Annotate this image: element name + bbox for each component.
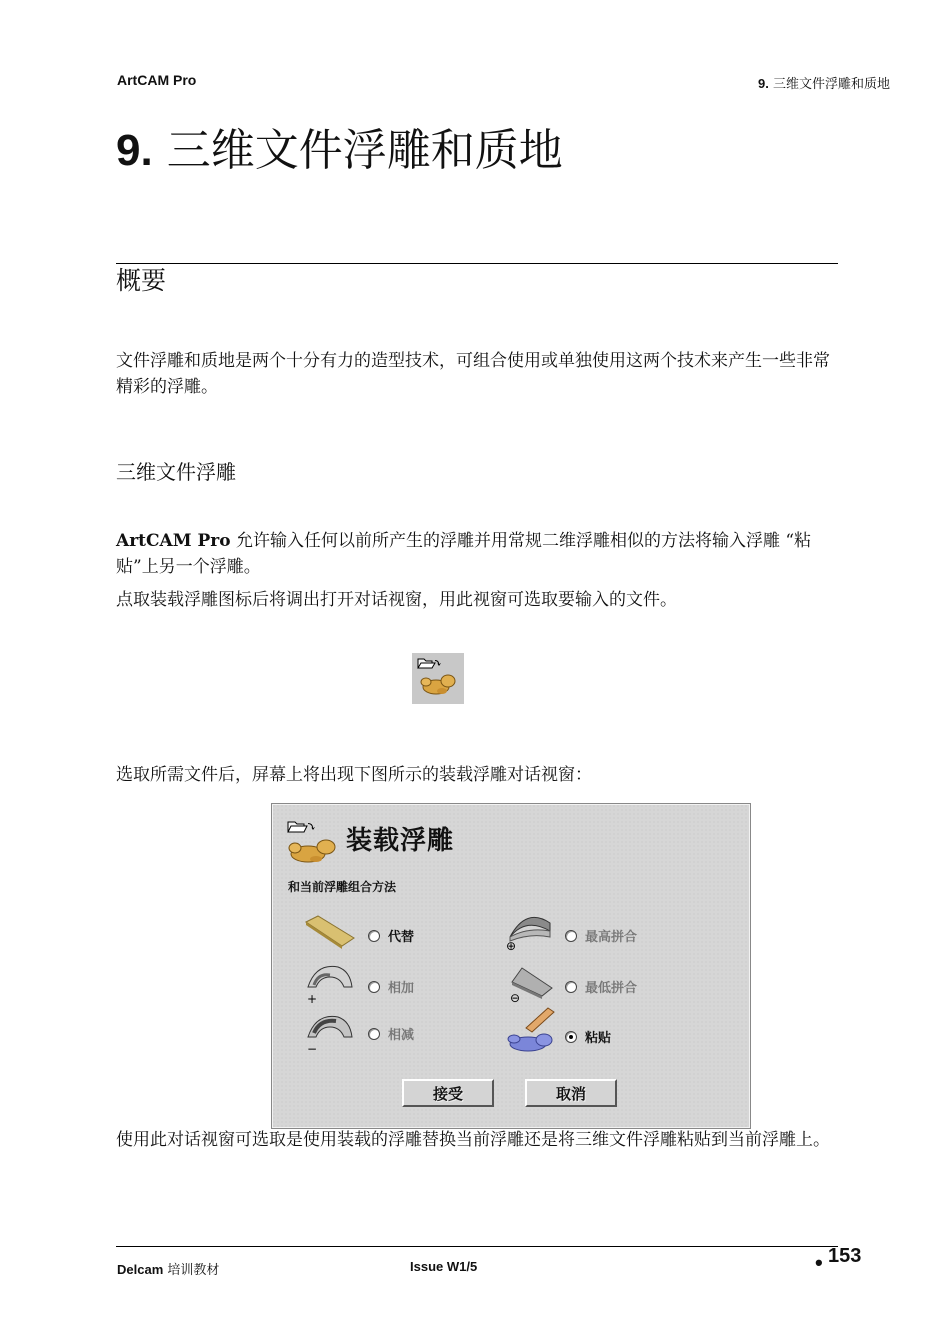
p2-load-relief: 装载浮雕 <box>150 590 218 609</box>
merge-lowest-symbol: ⊖ <box>510 991 521 1004</box>
header-chapter-number: 9. <box>758 76 769 91</box>
p2-text-e: 对话视窗，用此视窗可选取要输入的文件。 <box>354 590 677 610</box>
option-merge-highest[interactable] <box>565 926 637 945</box>
section-heading: 概要 <box>116 266 167 295</box>
paragraph-artcam <box>116 528 834 580</box>
merge-lowest-icon <box>508 962 558 1004</box>
section-rule <box>116 263 838 264</box>
footer-bullet: • <box>815 1250 823 1275</box>
paragraph-dialog-intro <box>116 762 834 788</box>
radio-paste[interactable] <box>565 1031 577 1043</box>
subsection-heading: 三维文件浮雕 <box>116 460 236 484</box>
add-symbol: + <box>307 992 318 1005</box>
p2-text-a: 点取 <box>116 590 150 610</box>
option-merge-highest-label: 最高拼合 <box>585 930 638 945</box>
footer-delcam: Delcam <box>117 1262 164 1277</box>
paragraph-dialog-usage: 使用此对话视窗可选取是使用装载的浮雕替换当前浮雕还是将三维文件浮雕粘贴到当前浮雕上。 <box>116 1130 830 1150</box>
option-subtract-label: 相减 <box>388 1028 415 1043</box>
load-relief-icon[interactable] <box>412 653 464 704</box>
p3-load-relief: 装载浮雕 <box>439 765 507 784</box>
p3-text-a: 选取所需文件后，屏幕上将出现下图所示的 <box>116 765 439 785</box>
p2-text-c: 图标后将调出 <box>218 590 320 610</box>
dialog-relief-icon <box>286 818 342 868</box>
option-replace-label: 代替 <box>388 930 415 945</box>
header-chapter <box>758 73 890 92</box>
p2-open: 打开 <box>320 590 354 609</box>
option-merge-lowest[interactable] <box>565 977 637 996</box>
intro-paragraph: 文件浮雕和质地是两个十分有力的造型技术，可组合使用或单独使用这两个技术来产生一些非常精彩的浮雕。 <box>116 351 830 397</box>
merge-highest-symbol: ⊕ <box>506 939 517 951</box>
radio-subtract[interactable] <box>368 1028 380 1040</box>
combine-method-label: 和当前浮雕组合方法 <box>288 880 397 894</box>
accept-button[interactable]: 接受 <box>402 1079 494 1107</box>
radio-replace[interactable] <box>368 930 380 942</box>
header-chapter-title: 三维文件浮雕和质地 <box>768 77 890 92</box>
paragraph-artcam-text: 允许输入任何以前所产生的浮雕并用常规二维浮雕相似的方法将输入浮雕 “粘贴”上另一个浮雕。 <box>116 531 812 577</box>
radio-merge-highest[interactable] <box>565 930 577 942</box>
option-replace[interactable] <box>368 926 414 945</box>
add-icon <box>304 961 356 1005</box>
cancel-button[interactable]: 取消 <box>525 1079 617 1107</box>
page-title <box>116 124 563 178</box>
footer-rule <box>116 1246 838 1247</box>
title-number: 9. <box>116 126 153 175</box>
load-relief-glyph <box>412 653 464 704</box>
option-subtract[interactable] <box>368 1024 414 1043</box>
option-paste-label: 粘贴 <box>585 1031 612 1046</box>
page-number: 153 <box>828 1245 862 1267</box>
footer-training: 培训教材 <box>163 1263 220 1278</box>
p3-text-c: 对话视窗： <box>507 765 592 785</box>
dialog-title: 装载浮雕 <box>346 826 455 856</box>
footer-publisher <box>117 1259 219 1278</box>
subtract-symbol: − <box>307 1042 318 1055</box>
merge-highest-icon <box>506 909 556 951</box>
option-add-label: 相加 <box>388 981 415 996</box>
subtract-icon <box>304 1011 356 1055</box>
artcam-bold: ArtCAM Pro <box>116 531 231 551</box>
title-text: 三维文件浮雕和质地 <box>152 125 563 176</box>
radio-add[interactable] <box>368 981 380 993</box>
load-relief-dialog <box>271 803 751 1129</box>
header-app-name: ArtCAM Pro <box>117 72 197 88</box>
option-add[interactable] <box>368 977 414 996</box>
option-merge-lowest-label: 最低拼合 <box>585 981 638 996</box>
replace-block-icon <box>304 914 356 950</box>
radio-merge-lowest[interactable] <box>565 981 577 993</box>
paste-icon <box>504 1006 560 1056</box>
footer-issue: Issue W1/5 <box>410 1259 478 1274</box>
paragraph-load-icon <box>116 587 834 613</box>
option-paste[interactable] <box>565 1027 611 1046</box>
